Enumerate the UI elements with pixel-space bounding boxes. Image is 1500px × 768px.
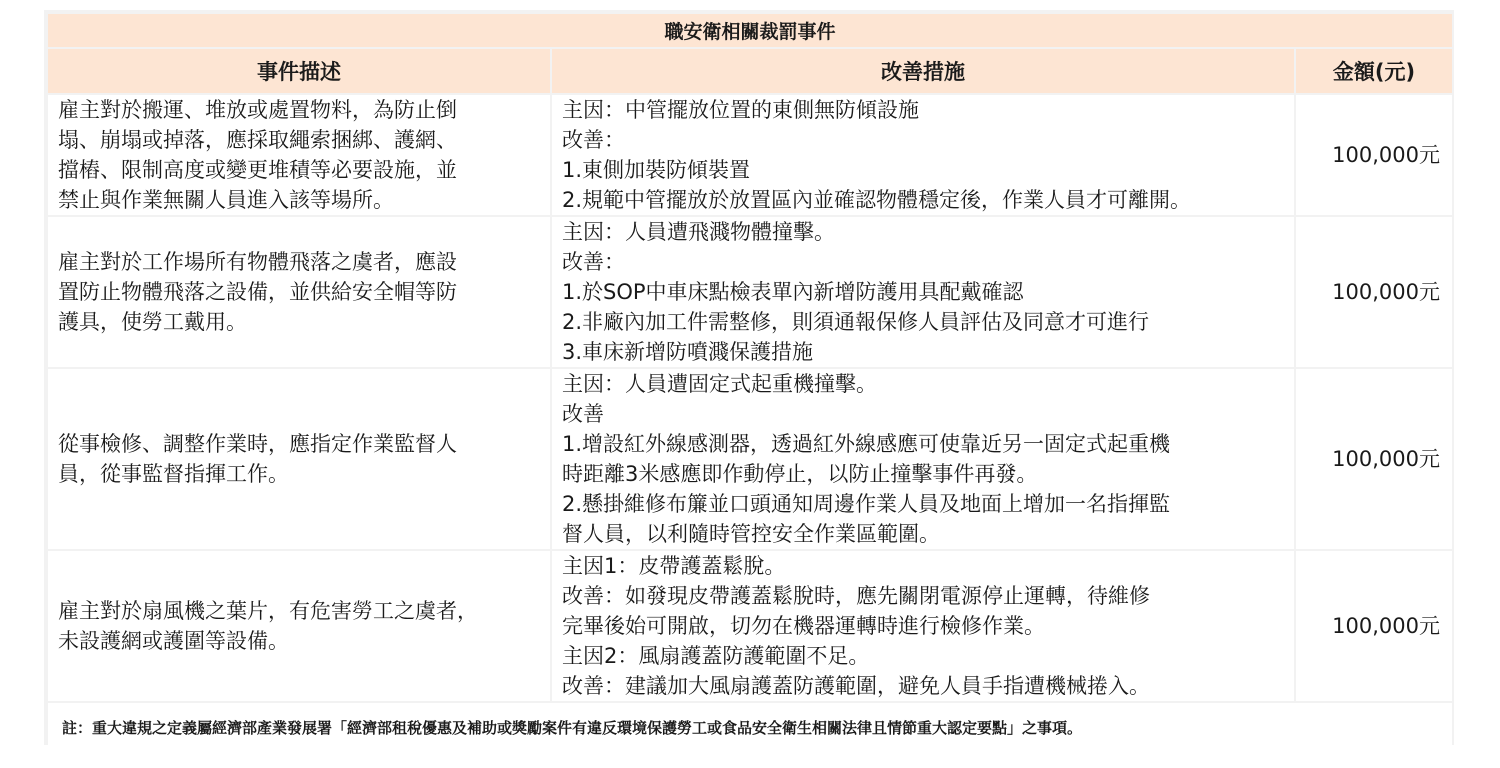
description-line: 塌、崩塌或掉落，應採取繩索捆綁、護網、 (58, 128, 457, 152)
description-cell (48, 551, 550, 701)
table-title-row (48, 14, 1452, 47)
description-line: 雇主對於扇風機之葉片，有危害勞工之虞者， (58, 599, 478, 623)
footnote: 註：重大違規之定義屬經濟部產業發展署「經濟部租稅優惠及補助或獎勵案件有違反環境保護勞工或食品安全衛生相關法律且情節重大認定要點」之事項。 (48, 703, 1452, 751)
measure-line: 改善： (562, 128, 625, 152)
measure-line: 督人員，以利隨時管控安全作業區範圍。 (562, 522, 940, 546)
measure-line: 主因1：皮帶護蓋鬆脫。 (562, 554, 786, 578)
amount-cell: 100,000元 (1296, 551, 1452, 701)
measure-line: 完畢後始可開啟，切勿在機器運轉時進行檢修作業。 (562, 614, 1045, 638)
measure-line: 主因2：風扇護蓋防護範圍不足。 (562, 644, 870, 668)
table-row (48, 369, 1452, 549)
description-line: 員，從事監督指揮工作。 (58, 462, 289, 486)
table-row (48, 217, 1452, 367)
penalty-table-container (44, 10, 1454, 745)
description-line: 擋樁、限制高度或變更堆積等必要設施，並 (58, 158, 457, 182)
column-header-amount: 金額(元) (1296, 49, 1452, 93)
measure-line: 主因：人員遭飛濺物體撞擊。 (562, 220, 835, 244)
description-line: 雇主對於搬運、堆放或處置物料，為防止倒 (58, 98, 457, 122)
description-cell (48, 217, 550, 367)
description-line: 從事檢修、調整作業時，應指定作業監督人 (58, 432, 457, 456)
table-row (48, 551, 1452, 701)
measure-line: 主因：人員遭固定式起重機撞擊。 (562, 372, 877, 396)
description-line: 雇主對於工作場所有物體飛落之虞者，應設 (58, 250, 457, 274)
measures-cell (552, 217, 1294, 367)
measures-cell (552, 95, 1294, 215)
table-row (48, 95, 1452, 215)
description-line: 置防止物體飛落之設備，並供給安全帽等防 (58, 280, 457, 304)
measure-line: 改善 (562, 402, 604, 426)
measure-line: 1.增設紅外線感測器，透過紅外線感應可使靠近另一固定式起重機 (562, 432, 1171, 456)
measure-line: 1.東側加裝防傾裝置 (562, 158, 751, 182)
description-line: 護具，使勞工戴用。 (58, 310, 247, 334)
measure-line: 改善： (562, 250, 625, 274)
description-line: 未設護網或護圍等設備。 (58, 629, 289, 653)
measure-line: 時距離3米感應即作動停止，以防止撞擊事件再發。 (562, 462, 1038, 486)
note-row (48, 703, 1452, 751)
measure-line: 改善：建議加大風扇護蓋防護範圍，避免人員手指遭機械捲入。 (562, 674, 1150, 698)
measures-cell (552, 369, 1294, 549)
measure-line: 3.車床新增防噴濺保護措施 (562, 340, 814, 364)
measure-line: 改善：如發現皮帶護蓋鬆脫時，應先關閉電源停止運轉，待維修 (562, 584, 1150, 608)
amount-cell: 100,000元 (1296, 217, 1452, 367)
description-line: 禁止與作業無關人員進入該等場所。 (58, 188, 394, 212)
measure-line: 主因：中管擺放位置的東側無防傾設施 (562, 98, 919, 122)
measure-line: 2.非廠內加工件需整修，則須通報保修人員評估及同意才可進行 (562, 310, 1150, 334)
table-header-row (48, 49, 1452, 93)
measure-line: 2.規範中管擺放於放置區內並確認物體穩定後，作業人員才可離開。 (562, 188, 1192, 212)
measures-cell (552, 551, 1294, 701)
table-title: 職安衛相關裁罰事件 (48, 14, 1452, 47)
amount-cell: 100,000元 (1296, 95, 1452, 215)
description-cell (48, 369, 550, 549)
measure-line: 1.於SOP中車床點檢表單內新增防護用具配戴確認 (562, 280, 1024, 304)
penalty-table (46, 12, 1454, 753)
description-cell (48, 95, 550, 215)
measure-line: 2.懸掛維修布簾並口頭通知周邊作業人員及地面上增加一名指揮監 (562, 492, 1171, 516)
column-header-description: 事件描述 (48, 49, 550, 93)
column-header-measures: 改善措施 (552, 49, 1294, 93)
amount-cell: 100,000元 (1296, 369, 1452, 549)
